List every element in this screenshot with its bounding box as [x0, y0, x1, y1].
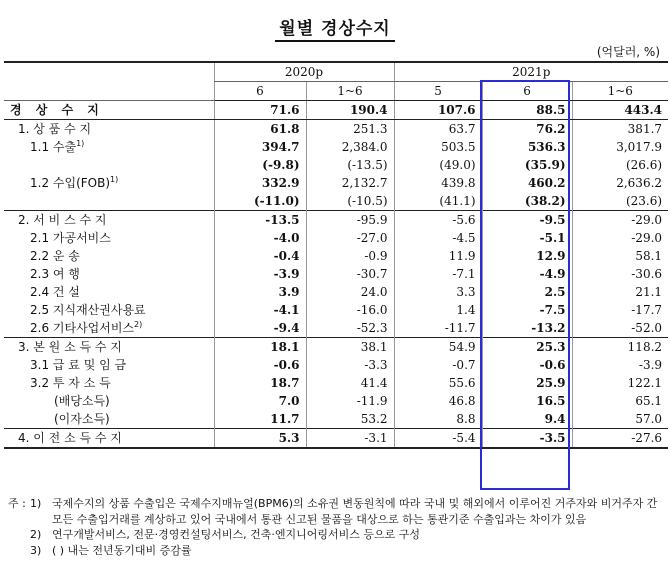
cell-value: 7.0	[214, 392, 306, 410]
row-label: 2.5 지식재산권사용료	[30, 303, 146, 317]
cell-value: (49.0)	[394, 156, 482, 174]
cell-value: 11.9	[394, 247, 482, 265]
cell-value: 16.5	[482, 392, 572, 410]
cell-value: 24.0	[306, 283, 394, 301]
cell-value: -5.4	[394, 429, 482, 449]
current-account-table	[4, 61, 668, 449]
cell-value: 71.6	[214, 101, 306, 120]
cell-value: -0.6	[214, 356, 306, 374]
page-title: 월별 경상수지	[0, 14, 670, 39]
footnote-item: 3) ( ) 내는 전년동기대비 증감률	[30, 543, 192, 557]
table-row	[4, 410, 668, 429]
cell-value: 503.5	[394, 138, 482, 156]
cell-value: -13.2	[482, 319, 572, 338]
cell-value: (-10.5)	[306, 192, 394, 211]
cell-value: -3.1	[306, 429, 394, 449]
header-col: 6	[482, 82, 572, 101]
cell-value: -0.6	[482, 356, 572, 374]
cell-value: -16.0	[306, 301, 394, 319]
cell-value: 3.9	[214, 283, 306, 301]
cell-value: (-9.8)	[214, 156, 306, 174]
table-row	[4, 211, 668, 230]
row-label: (배당소득)	[54, 394, 110, 408]
cell-value: 3,017.9	[572, 138, 668, 156]
table-row	[4, 138, 668, 156]
cell-value: 11.7	[214, 410, 306, 429]
cell-value: 21.1	[572, 283, 668, 301]
cell-value: -4.9	[482, 265, 572, 283]
table-row	[4, 429, 668, 449]
cell-value: -7.1	[394, 265, 482, 283]
row-label: 경 상 수 지	[4, 101, 214, 120]
table-row	[4, 192, 668, 211]
cell-value: -5.1	[482, 229, 572, 247]
cell-value: (-11.0)	[214, 192, 306, 211]
cell-value: 63.7	[394, 120, 482, 139]
cell-value: -13.5	[214, 211, 306, 230]
cell-value: -3.9	[572, 356, 668, 374]
cell-value: 61.8	[214, 120, 306, 139]
cell-value: 65.1	[572, 392, 668, 410]
cell-value: 54.9	[394, 338, 482, 357]
row-label: 2.3 여 행	[30, 267, 80, 281]
table-row	[4, 374, 668, 392]
table-row	[4, 156, 668, 174]
cell-value: 122.1	[572, 374, 668, 392]
cell-value: 190.4	[306, 101, 394, 120]
cell-value: -9.4	[214, 319, 306, 338]
cell-value: 8.8	[394, 410, 482, 429]
cell-value: (23.6)	[572, 192, 668, 211]
cell-value: -5.6	[394, 211, 482, 230]
cell-value: 5.3	[214, 429, 306, 449]
cell-value: -30.6	[572, 265, 668, 283]
row-label	[4, 192, 214, 211]
cell-value: 41.4	[306, 374, 394, 392]
cell-value: 536.3	[482, 138, 572, 156]
cell-value: -7.5	[482, 301, 572, 319]
cell-value: -30.7	[306, 265, 394, 283]
cell-value: 38.1	[306, 338, 394, 357]
cell-value: 1.4	[394, 301, 482, 319]
cell-value: -27.6	[572, 429, 668, 449]
table-row	[4, 265, 668, 283]
cell-value: (38.2)	[482, 192, 572, 211]
cell-value: -0.4	[214, 247, 306, 265]
row-label: 3. 본 원 소 득 수 지	[4, 338, 214, 357]
row-label: 4. 이 전 소 득 수 지	[4, 429, 214, 449]
row-label: 3.1 급 료 및 임 금	[30, 358, 127, 372]
row-label: 2.4 건 설	[30, 285, 80, 299]
cell-value: 2,384.0	[306, 138, 394, 156]
cell-value: -29.0	[572, 229, 668, 247]
cell-value: -3.3	[306, 356, 394, 374]
cell-value: -4.1	[214, 301, 306, 319]
unit-label: (억달러, %)	[596, 45, 660, 59]
table-row	[4, 247, 668, 265]
cell-value: -3.5	[482, 429, 572, 449]
cell-value: (35.9)	[482, 156, 572, 174]
footnote-item: 2) 연구개발서비스, 전문·경영컨설팅서비스, 건축·엔지니어링서비스 등으로 구성	[30, 528, 421, 541]
cell-value: -3.9	[214, 265, 306, 283]
footnote-marker: 2)	[134, 320, 143, 329]
cell-value: 12.9	[482, 247, 572, 265]
cell-value: -4.0	[214, 229, 306, 247]
cell-value: 2,132.7	[306, 174, 394, 192]
cell-value: -29.0	[572, 211, 668, 230]
cell-value: (41.1)	[394, 192, 482, 211]
cell-value: 3.3	[394, 283, 482, 301]
table-row	[4, 283, 668, 301]
cell-value: 25.3	[482, 338, 572, 357]
header-2020: 2020p	[214, 62, 394, 82]
cell-value: 107.6	[394, 101, 482, 120]
cell-value: -0.9	[306, 247, 394, 265]
cell-value: -52.3	[306, 319, 394, 338]
table-row	[4, 174, 668, 192]
cell-value: -27.0	[306, 229, 394, 247]
table-row	[4, 319, 668, 338]
cell-value: 58.1	[572, 247, 668, 265]
row-label: 1.2 수입(FOB)$^{1)}$	[30, 175, 119, 190]
row-label: 3.2 투 자 소 득	[30, 376, 111, 390]
row-label: 1.1 수출$^{1)}$	[30, 139, 85, 154]
cell-value: 25.9	[482, 374, 572, 392]
cell-value: 2.5	[482, 283, 572, 301]
cell-value: 53.2	[306, 410, 394, 429]
header-col: 5	[394, 82, 482, 101]
cell-value: 88.5	[482, 101, 572, 120]
cell-value: 55.6	[394, 374, 482, 392]
table-row	[4, 101, 668, 120]
row-label	[4, 156, 214, 174]
cell-value: 460.2	[482, 174, 572, 192]
cell-value: 57.0	[572, 410, 668, 429]
cell-value: -4.5	[394, 229, 482, 247]
header-2021: 2021p	[394, 62, 668, 82]
cell-value: (-13.5)	[306, 156, 394, 174]
cell-value: 394.7	[214, 138, 306, 156]
table-row	[4, 120, 668, 139]
cell-value: 381.7	[572, 120, 668, 139]
row-label: 2.1 가공서비스	[30, 231, 111, 245]
header-col: 1~6	[572, 82, 668, 101]
cell-value: 76.2	[482, 120, 572, 139]
cell-value: -17.7	[572, 301, 668, 319]
table-row	[4, 301, 668, 319]
cell-value: 251.3	[306, 120, 394, 139]
row-label: 2.2 운 송	[30, 249, 80, 263]
row-label: (이자소득)	[54, 412, 110, 426]
cell-value: -52.0	[572, 319, 668, 338]
cell-value: -0.7	[394, 356, 482, 374]
cell-value: -11.9	[306, 392, 394, 410]
table-row	[4, 338, 668, 357]
cell-value: 439.8	[394, 174, 482, 192]
cell-value: 118.2	[572, 338, 668, 357]
cell-value: -95.9	[306, 211, 394, 230]
footnote-marker: 1)	[76, 139, 85, 148]
footnotes	[8, 496, 664, 558]
cell-value: (26.6)	[572, 156, 668, 174]
cell-value: 443.4	[572, 101, 668, 120]
cell-value: -9.5	[482, 211, 572, 230]
cell-value: 9.4	[482, 410, 572, 429]
footnote-marker: 1)	[110, 175, 119, 184]
table-row	[4, 356, 668, 374]
table-row	[4, 229, 668, 247]
cell-value: -11.7	[394, 319, 482, 338]
cell-value: 18.7	[214, 374, 306, 392]
header-row-years	[4, 62, 668, 82]
cell-value: 46.8	[394, 392, 482, 410]
row-label: 2. 서 비 스 수 지	[4, 211, 214, 230]
cell-value: 2,636.2	[572, 174, 668, 192]
cell-value: 18.1	[214, 338, 306, 357]
row-label: 1. 상 품 수 지	[4, 120, 214, 139]
footnote-item: 주 : 1) 국제수지의 상품 수출입은 국제수지매뉴얼(BPM6)의 소유권 변동원칙에 따라 국내 및 해외에서 이루어진 거주자와 비거주자 간 모든 수출입거래를 계상하고 있어 국내에서 통관 신고된 물품을 대상으로 하는 통관기준 수출입과는 차이가 있음	[8, 497, 658, 526]
header-col: 6	[214, 82, 306, 101]
table-row	[4, 392, 668, 410]
header-col: 1~6	[306, 82, 394, 101]
row-label: 2.6 기타사업서비스$^{2)}$	[30, 320, 143, 335]
cell-value: 332.9	[214, 174, 306, 192]
